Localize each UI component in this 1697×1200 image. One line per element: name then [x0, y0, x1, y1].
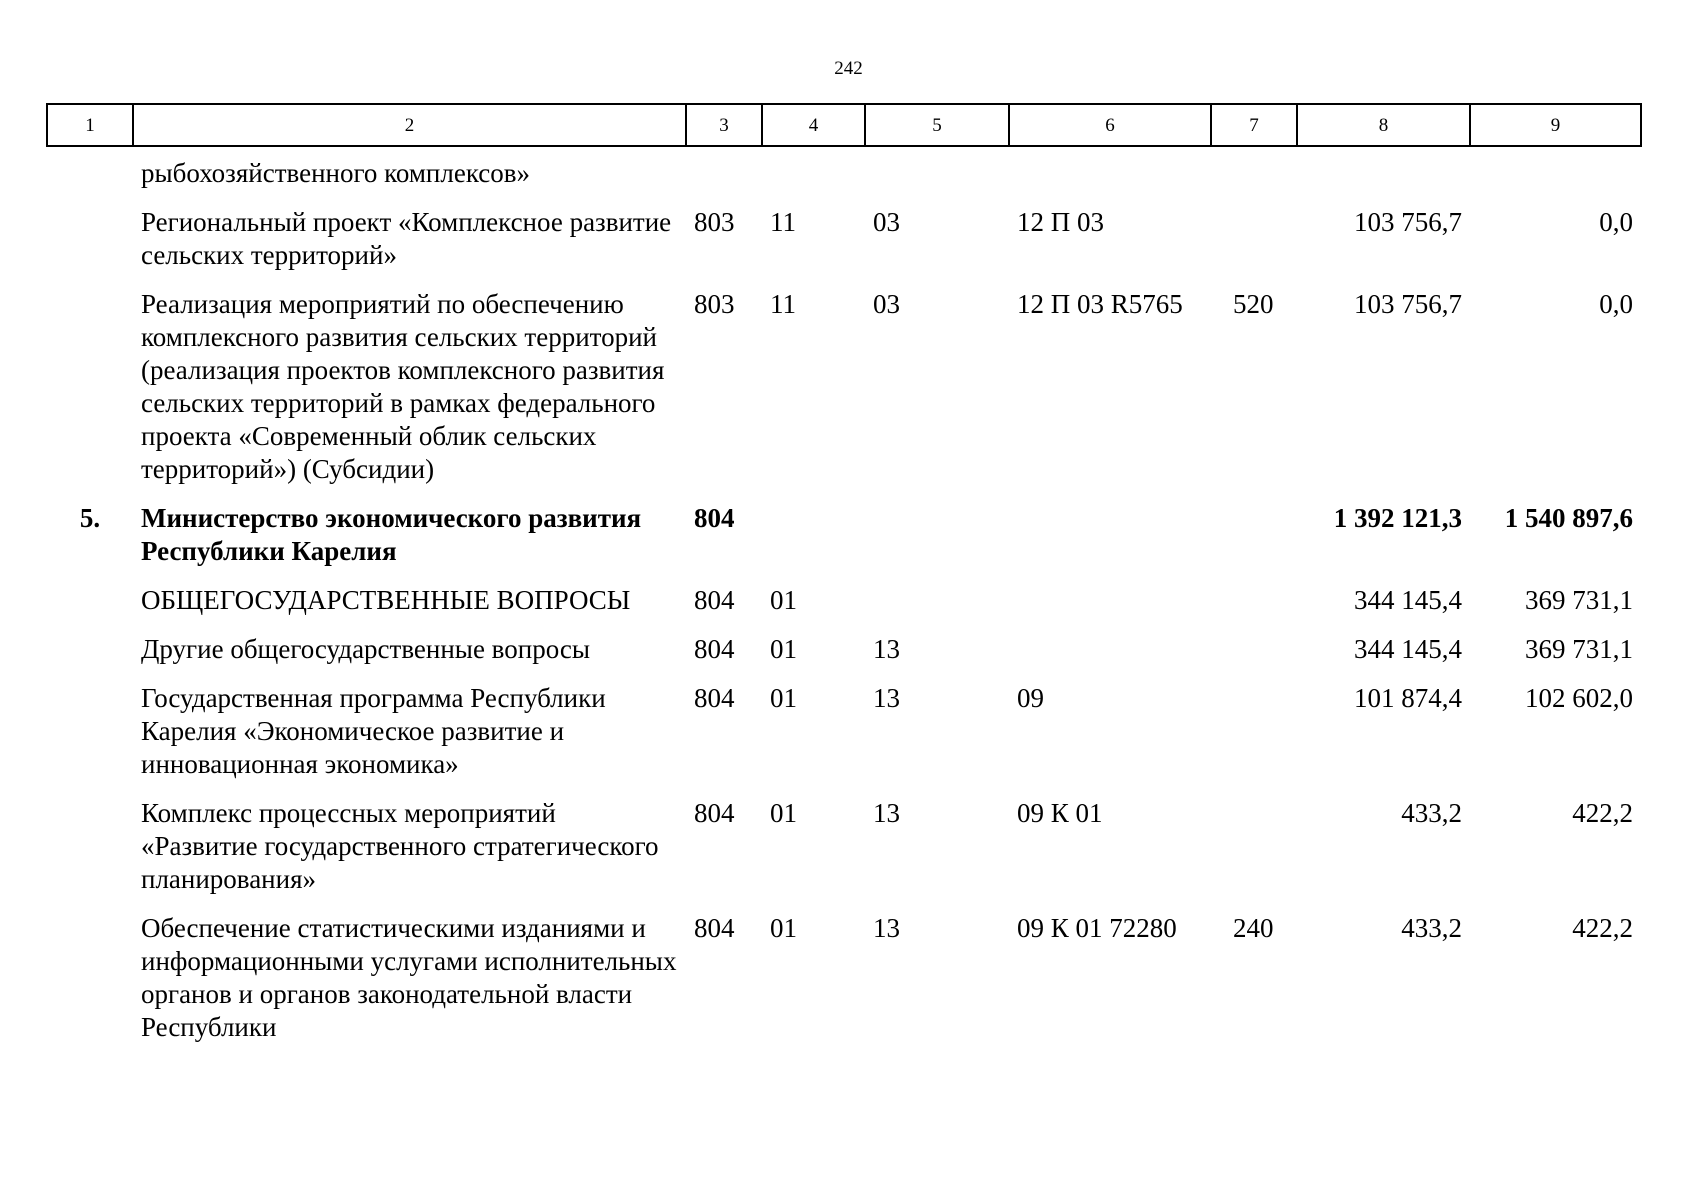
admin-code — [686, 146, 762, 206]
column-header: 8 — [1297, 104, 1470, 146]
section-code: 01 — [770, 798, 797, 828]
section-code: 01 — [770, 585, 797, 615]
row-number — [47, 682, 133, 797]
section-code — [762, 146, 865, 206]
amount-year-1: 433,2 — [1401, 798, 1462, 828]
expense-kind-code — [1211, 146, 1297, 206]
expense-kind-code: 240 — [1233, 913, 1274, 943]
amount-year-1: 433,2 — [1401, 913, 1462, 943]
amount-year-2 — [1470, 146, 1641, 206]
table-row — [47, 584, 1641, 633]
row-name: Обеспечение статистическими изданиями и информационными услугами исполнительных органов и органов законодательной власти Республики — [141, 913, 677, 1042]
target-article-code: 09 К 01 72280 — [1017, 913, 1177, 943]
subsection-code — [865, 502, 1009, 584]
row-name: Региональный проект «Комплексное развитие сельских территорий» — [141, 207, 672, 270]
subsection-code: 03 — [873, 207, 900, 237]
amount-year-2: 1 540 897,6 — [1504, 503, 1633, 533]
page-number: 242 — [834, 58, 863, 79]
subsection-code — [865, 584, 1009, 633]
table-row — [47, 288, 1641, 502]
target-article-code — [1009, 146, 1211, 206]
row-number — [47, 288, 133, 502]
column-header: 5 — [865, 104, 1009, 146]
table-row — [47, 682, 1641, 797]
table-row — [47, 633, 1641, 682]
amount-year-1: 103 756,7 — [1354, 207, 1462, 237]
target-article-code — [1009, 633, 1211, 682]
table-row — [47, 206, 1641, 288]
section-code: 11 — [770, 207, 796, 237]
expense-kind-code — [1211, 584, 1297, 633]
target-article-code: 09 К 01 — [1017, 798, 1103, 828]
row-number: 5. — [79, 503, 101, 533]
subsection-code — [865, 146, 1009, 206]
row-number — [47, 912, 133, 1060]
admin-code: 804 — [694, 585, 735, 615]
subsection-code: 03 — [873, 289, 900, 319]
table-row — [47, 797, 1641, 912]
column-header: 6 — [1009, 104, 1211, 146]
target-article-code: 09 — [1017, 683, 1044, 713]
row-number — [47, 206, 133, 288]
column-header: 7 — [1211, 104, 1297, 146]
amount-year-2: 0,0 — [1599, 289, 1633, 319]
row-name: Государственная программа Республики Карелия «Экономическое развитие и инновационная экономика» — [141, 683, 606, 779]
section-code — [762, 502, 865, 584]
amount-year-2: 422,2 — [1572, 798, 1633, 828]
budget-table — [46, 103, 1642, 1060]
amount-year-2: 102 602,0 — [1525, 683, 1633, 713]
subsection-code: 13 — [873, 683, 900, 713]
expense-kind-code — [1211, 682, 1297, 797]
admin-code: 804 — [694, 798, 735, 828]
amount-year-1: 344 145,4 — [1354, 585, 1462, 615]
expense-kind-code: 520 — [1233, 289, 1274, 319]
expense-kind-code — [1211, 797, 1297, 912]
row-number — [47, 146, 133, 206]
admin-code: 804 — [694, 634, 735, 664]
subsection-code: 13 — [873, 634, 900, 664]
amount-year-2: 369 731,1 — [1525, 585, 1633, 615]
row-number — [47, 633, 133, 682]
target-article-code: 12 П 03 R5765 — [1017, 289, 1183, 319]
section-code: 01 — [770, 683, 797, 713]
admin-code: 803 — [694, 207, 735, 237]
subsection-code: 13 — [873, 913, 900, 943]
amount-year-1: 344 145,4 — [1354, 634, 1462, 664]
header-row — [47, 104, 1641, 146]
row-number — [47, 797, 133, 912]
row-name: рыбохозяйственного комплексов» — [141, 158, 531, 188]
target-article-code — [1009, 502, 1211, 584]
table-body — [47, 146, 1641, 1060]
expense-kind-code — [1211, 502, 1297, 584]
expense-kind-code — [1211, 633, 1297, 682]
amount-year-1: 1 392 121,3 — [1333, 503, 1462, 533]
row-name: Реализация мероприятий по обеспечению комплексного развития сельских территорий (реализация проектов комплексного развития сельских территорий в рамках федерального проекта «Современный облик сельских территорий») (Субсидии) — [141, 289, 665, 484]
subsection-code: 13 — [873, 798, 900, 828]
target-article-code: 12 П 03 — [1017, 207, 1104, 237]
table-row — [47, 146, 1641, 206]
amount-year-1 — [1297, 146, 1470, 206]
row-number — [47, 584, 133, 633]
target-article-code — [1009, 584, 1211, 633]
column-header: 1 — [47, 104, 133, 146]
amount-year-2: 369 731,1 — [1525, 634, 1633, 664]
column-header: 4 — [762, 104, 865, 146]
section-code: 01 — [770, 913, 797, 943]
admin-code: 804 — [694, 913, 735, 943]
section-code: 11 — [770, 289, 796, 319]
amount-year-2: 422,2 — [1572, 913, 1633, 943]
column-header: 2 — [133, 104, 686, 146]
amount-year-2: 0,0 — [1599, 207, 1633, 237]
row-name: Комплекс процессных мероприятий «Развитие государственного стратегического планирования» — [141, 798, 659, 894]
column-header: 3 — [686, 104, 762, 146]
column-header: 9 — [1470, 104, 1641, 146]
row-name: ОБЩЕГОСУДАРСТВЕННЫЕ ВОПРОСЫ — [141, 585, 631, 615]
row-name: Другие общегосударственные вопросы — [141, 634, 590, 664]
table-row — [47, 502, 1641, 584]
admin-code: 804 — [694, 503, 735, 533]
row-name: Министерство экономического развития Республики Карелия — [141, 503, 642, 566]
expense-kind-code — [1211, 206, 1297, 288]
admin-code: 803 — [694, 289, 735, 319]
section-code: 01 — [770, 634, 797, 664]
amount-year-1: 101 874,4 — [1354, 683, 1462, 713]
admin-code: 804 — [694, 683, 735, 713]
table-row — [47, 912, 1641, 1060]
amount-year-1: 103 756,7 — [1354, 289, 1462, 319]
